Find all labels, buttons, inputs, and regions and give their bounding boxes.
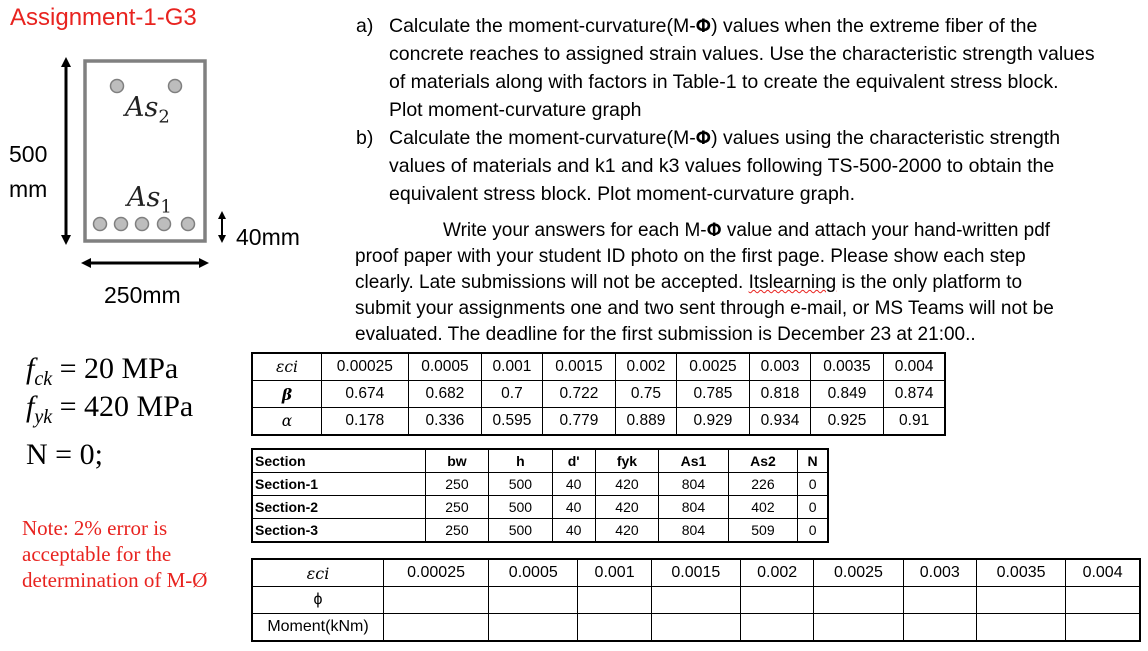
- table-cell: 40: [552, 473, 595, 496]
- fyk-property: $f_{yk} = 420$ MPa: [26, 390, 194, 428]
- beam-cross-section-figure: [0, 0, 330, 320]
- table-row: [252, 473, 828, 496]
- table-header-row: [252, 449, 828, 473]
- assignment-title: Assignment-1-G3: [10, 4, 197, 31]
- row-header-phi: ϕ: [252, 587, 384, 614]
- table-cell: 0.674: [322, 381, 409, 408]
- table-cell: 0.0025: [814, 559, 903, 587]
- height-label-value: 500: [9, 141, 48, 167]
- table-cell: 500: [489, 496, 552, 519]
- table-cell: 0.682: [408, 381, 482, 408]
- table-cell: 0.0005: [489, 559, 578, 587]
- empty-cell: [651, 587, 740, 614]
- table-cell: 0.00025: [322, 353, 409, 381]
- question-a-line: Plot moment-curvature graph: [389, 99, 642, 121]
- table-cell: 0.925: [810, 408, 884, 436]
- instructions-line: submit your assignments one and two sent through e-mail, or MS Teams will not be: [355, 298, 1054, 319]
- table-cell: 0.003: [750, 353, 810, 381]
- table-cell: 0.002: [740, 559, 813, 587]
- strain-factor-table: [251, 352, 946, 436]
- table-cell: 804: [659, 496, 729, 519]
- section-name: Section-1: [252, 473, 425, 496]
- top-rebar: [111, 80, 124, 93]
- width-label: 250mm: [104, 282, 181, 308]
- table-cell: 0.7: [482, 381, 542, 408]
- table-cell: 0.75: [616, 381, 676, 408]
- column-header: Section: [252, 449, 425, 473]
- bottom-rebar: [94, 218, 107, 231]
- question-a: [356, 12, 1146, 124]
- question-b-label: b): [356, 127, 374, 149]
- section-properties-table: [251, 448, 829, 543]
- strain-row: [252, 559, 1140, 587]
- empty-cell: [740, 614, 813, 642]
- empty-cell: [578, 587, 651, 614]
- empty-cell: [489, 587, 578, 614]
- table-cell: 0.595: [482, 408, 542, 436]
- height-label-unit: mm: [9, 176, 48, 202]
- table-cell: 0: [798, 473, 828, 496]
- table-cell: 0.0035: [810, 353, 884, 381]
- section-name: Section-3: [252, 519, 425, 543]
- column-header: As1: [659, 449, 729, 473]
- table-cell: 250: [425, 496, 488, 519]
- table-cell: 804: [659, 519, 729, 543]
- strain-row: [252, 353, 945, 381]
- question-a-line: of materials along with factors in Table-1 to create the equivalent stress block.: [389, 71, 1059, 93]
- empty-cell: [384, 587, 489, 614]
- question-a-text: [389, 12, 1095, 124]
- table-cell: 0.722: [542, 381, 616, 408]
- instructions-line: clearly. Late submissions will not be accepted. Itslearning is the only platform to: [355, 272, 1023, 293]
- instructions-line: evaluated. The deadline for the first submission is December 23 at 21:00..: [355, 324, 976, 345]
- empty-cell: [976, 614, 1065, 642]
- table-cell: 0.001: [482, 353, 542, 381]
- empty-cell: [1066, 587, 1140, 614]
- instructions-paragraph: [355, 218, 1145, 348]
- table-cell: 250: [425, 519, 488, 543]
- table-row: [252, 496, 828, 519]
- as1-label: $As_1$: [127, 182, 172, 218]
- table-cell: 420: [595, 519, 658, 543]
- fck-property: $f_{ck} = 20$ MPa: [26, 352, 179, 390]
- row-header-eps: εci: [252, 353, 322, 381]
- table-cell: 509: [728, 519, 798, 543]
- question-b-line: Calculate the moment-curvature(M-𝚽) values using the characteristic strength: [389, 127, 1061, 149]
- column-header: h: [489, 449, 552, 473]
- table-cell: 250: [425, 473, 488, 496]
- table-cell: 0.001: [578, 559, 651, 587]
- as2-label: $As_2$: [125, 92, 170, 128]
- table-cell: 402: [728, 496, 798, 519]
- bottom-rebar: [182, 218, 195, 231]
- question-b: [356, 124, 1146, 208]
- beam-cross-section-drawing: [0, 0, 330, 320]
- table-cell: 0.0015: [651, 559, 740, 587]
- bottom-rebar: [115, 218, 128, 231]
- itslearning-word: Itslearning: [748, 272, 837, 293]
- bottom-rebar: [158, 218, 171, 231]
- table-cell: 500: [489, 473, 552, 496]
- table-cell: 0.0025: [676, 353, 750, 381]
- table-cell: 40: [552, 519, 595, 543]
- table-cell: 0.889: [616, 408, 676, 436]
- table-cell: 0.0005: [408, 353, 482, 381]
- table-cell: 0.336: [408, 408, 482, 436]
- column-header: N: [798, 449, 828, 473]
- row-header-beta: β: [252, 381, 322, 408]
- empty-cell: [384, 614, 489, 642]
- empty-cell: [814, 587, 903, 614]
- question-b-text: [389, 124, 1060, 208]
- table-cell: 0: [798, 496, 828, 519]
- results-table: [251, 558, 1141, 642]
- table-cell: 40: [552, 496, 595, 519]
- moment-row: [252, 614, 1140, 642]
- question-a-line: concrete reaches to assigned strain values. Use the characteristic strength values: [389, 43, 1095, 65]
- top-rebar: [169, 80, 182, 93]
- column-header: As2: [728, 449, 798, 473]
- row-header-alpha: α: [252, 408, 322, 436]
- table-cell: 0.818: [750, 381, 810, 408]
- empty-cell: [489, 614, 578, 642]
- table-cell: 0.785: [676, 381, 750, 408]
- table-cell: 804: [659, 473, 729, 496]
- table-cell: 420: [595, 496, 658, 519]
- table-cell: 0.178: [322, 408, 409, 436]
- axial-load-property: N = 0;: [26, 438, 103, 471]
- instructions-line: proof paper with your student ID photo on the first page. Please show each step: [355, 246, 1026, 267]
- bottom-rebar: [136, 218, 149, 231]
- table-cell: 0.91: [884, 408, 945, 436]
- table-cell: 0: [798, 519, 828, 543]
- table-cell: 0.00025: [384, 559, 489, 587]
- instructions-line: Write your answers for each M-𝚽 value and attach your hand-written pdf: [443, 220, 1051, 241]
- question-b-line: equivalent stress block. Plot moment-curvature graph.: [389, 183, 856, 205]
- empty-cell: [1066, 614, 1140, 642]
- empty-cell: [903, 587, 976, 614]
- empty-cell: [976, 587, 1065, 614]
- table-cell: 0.0015: [542, 353, 616, 381]
- error-note: Note: 2% error is acceptable for the determination of M-Ø: [22, 516, 208, 592]
- empty-cell: [651, 614, 740, 642]
- table-cell: 0.0035: [976, 559, 1065, 587]
- row-header-eps: εci: [252, 559, 384, 587]
- question-a-line: Calculate the moment-curvature(M-𝚽) values when the extreme fiber of the: [389, 15, 1038, 37]
- empty-cell: [903, 614, 976, 642]
- table-cell: 0.874: [884, 381, 945, 408]
- table-row: [252, 519, 828, 543]
- table-cell: 500: [489, 519, 552, 543]
- question-a-label: a): [356, 15, 374, 37]
- table-cell: 0.003: [903, 559, 976, 587]
- empty-cell: [578, 614, 651, 642]
- empty-cell: [814, 614, 903, 642]
- empty-cell: [740, 587, 813, 614]
- beta-row: [252, 381, 945, 408]
- table-cell: 0.002: [616, 353, 676, 381]
- table-cell: 420: [595, 473, 658, 496]
- table-cell: 0.849: [810, 381, 884, 408]
- column-header: fyk: [595, 449, 658, 473]
- cover-label: 40mm: [236, 224, 300, 250]
- table-cell: 0.934: [750, 408, 810, 436]
- table-cell: 0.779: [542, 408, 616, 436]
- alpha-row: [252, 408, 945, 436]
- column-header: bw: [425, 449, 488, 473]
- row-header-moment: Moment(kNm): [252, 614, 384, 642]
- section-name: Section-2: [252, 496, 425, 519]
- table-cell: 226: [728, 473, 798, 496]
- question-b-line: values of materials and k1 and k3 values following TS-500-2000 to obtain the: [389, 155, 1055, 177]
- table-cell: 0.004: [884, 353, 945, 381]
- table-cell: 0.004: [1066, 559, 1140, 587]
- curvature-row: [252, 587, 1140, 614]
- table-cell: 0.929: [676, 408, 750, 436]
- column-header: d': [552, 449, 595, 473]
